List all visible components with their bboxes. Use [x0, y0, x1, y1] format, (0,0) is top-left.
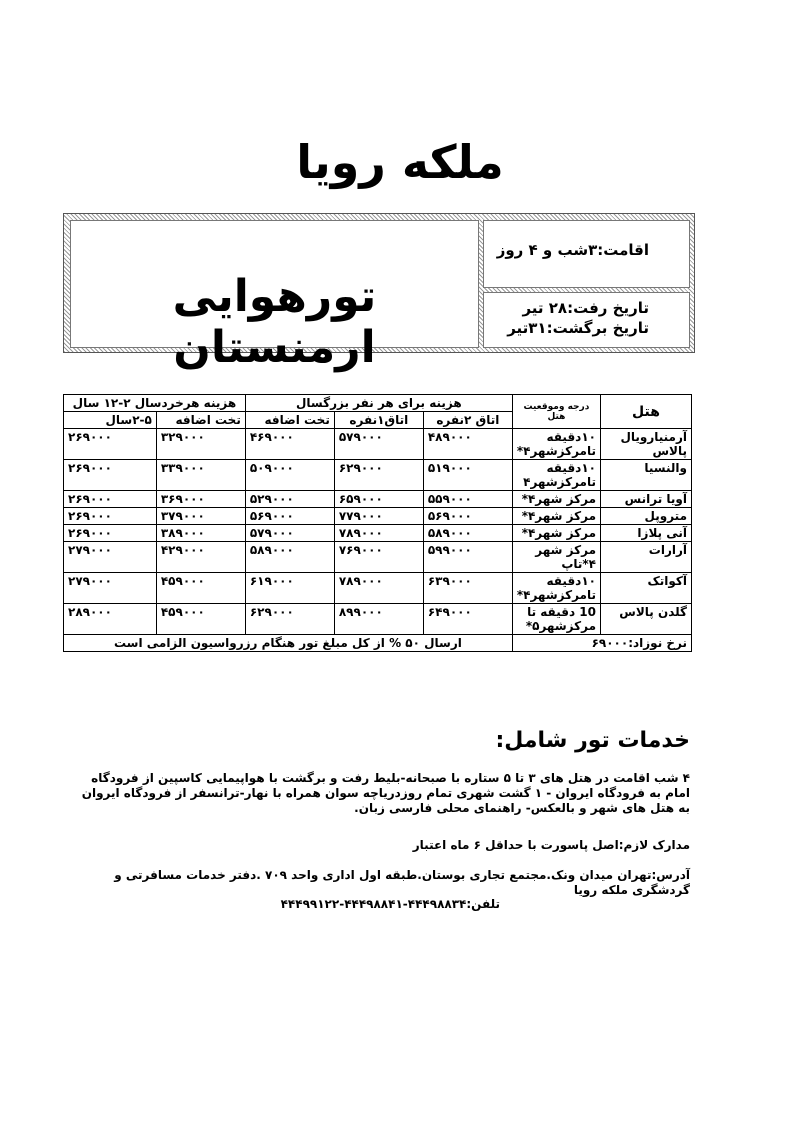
company-name: ملکه رویا: [296, 135, 504, 189]
single-room-price: ۸۹۹۰۰۰: [334, 604, 423, 635]
table-row: [64, 525, 692, 542]
child-2-5-price: ۲۶۹۰۰۰: [64, 525, 157, 542]
table-row: [64, 604, 692, 635]
child-extra-bed-price: ۴۲۹۰۰۰: [156, 542, 245, 573]
hotel-name-cell: آکواتک: [601, 573, 692, 604]
single-room-header: اتاق۱نفره: [334, 412, 423, 429]
hotel-location-cell: ۱۰دقیقه تامرکزشهر۴*: [512, 573, 600, 604]
double-room-price: ۴۸۹۰۰۰: [423, 429, 512, 460]
child-extra-bed-price: ۳۸۹۰۰۰: [156, 525, 245, 542]
services-title: خدمات تور شامل:: [495, 728, 690, 753]
extra-bed-price: ۵۸۹۰۰۰: [245, 542, 334, 573]
extra-bed-price: ۵۷۹۰۰۰: [245, 525, 334, 542]
double-room-price: ۵۱۹۰۰۰: [423, 460, 512, 491]
table-row: [64, 460, 692, 491]
single-room-price: ۶۵۹۰۰۰: [334, 491, 423, 508]
extra-bed-price: ۵۰۹۰۰۰: [245, 460, 334, 491]
tour-title-panel: [70, 220, 479, 373]
double-room-price: ۵۹۹۰۰۰: [423, 542, 512, 573]
child-extra-bed-price: ۴۵۹۰۰۰: [156, 573, 245, 604]
stay-panel: [483, 220, 690, 288]
hotel-name-cell: آرمنیارویال پالاس: [601, 429, 692, 460]
hotel-location-cell: ۱۰دقیقه تامرکزشهر۴: [512, 460, 600, 491]
child-extra-bed-price: ۳۳۹۰۰۰: [156, 460, 245, 491]
table-footer-row: [64, 635, 692, 652]
services-description: ۴ شب اقامت در هتل های ۳ تا ۵ ستاره با صبحانه-بلیط رفت و برگشت با هواپیمایی کاسپین از فرودگاه امام به فرودگاه ایروان - ۱ گشت شهری تمام روزدریاچه سوان همراه با نهار-ترانسفر از فرودگاه ایروان به هتل های شهر و بالعکس- راهنمای محلی فارسی زبان.: [81, 771, 690, 815]
double-room-header: اتاق ۲نفره: [423, 412, 512, 429]
extra-bed-price: ۶۱۹۰۰۰: [245, 573, 334, 604]
extra-bed-price: ۴۶۹۰۰۰: [245, 429, 334, 460]
double-room-price: ۵۸۹۰۰۰: [423, 525, 512, 542]
single-room-price: ۵۷۹۰۰۰: [334, 429, 423, 460]
child-2-5-price: ۲۶۹۰۰۰: [64, 429, 157, 460]
table-row: [64, 573, 692, 604]
table-row: [64, 429, 692, 460]
child-2-5-header: ۲-۵سال: [64, 412, 157, 429]
hotel-name-cell: آویا ترانس: [601, 491, 692, 508]
required-documents: مدارک لازم:اصل پاسورت با حداقل ۶ ماه اعتبار: [412, 838, 690, 852]
departure-date: تاریخ رفت:۲۸ تیر: [522, 299, 649, 317]
double-room-price: ۶۴۹۰۰۰: [423, 604, 512, 635]
table-row: [64, 508, 692, 525]
child-2-5-price: ۲۶۹۰۰۰: [64, 460, 157, 491]
price-table: [63, 394, 692, 652]
hotel-name-cell: آنی پلازا: [601, 525, 692, 542]
office-address: آدرس:تهران میدان ونک.مجتمع تجاری بوستان.طبقه اول اداری واحد ۷۰۹ .دفتر خدمات مسافرتی و گردشگری ملکه رویا: [114, 868, 690, 897]
table-body: [64, 429, 692, 635]
deposit-note: ارسال ۵۰ % از کل مبلغ تور هنگام رزرواسیون الزامی است: [64, 635, 513, 652]
tour-title: تورهوایی ارمنستان: [172, 271, 377, 373]
child-extra-bed-header: تخت اضافه: [156, 412, 245, 429]
hotel-name-cell: متروپل: [601, 508, 692, 525]
hotel-location-cell: مرکز شهر۴*: [512, 508, 600, 525]
child-extra-bed-price: ۳۷۹۰۰۰: [156, 508, 245, 525]
hotel-location-cell: 10 دقیقه تا مرکزشهر۵*: [512, 604, 600, 635]
child-2-5-price: ۲۷۹۰۰۰: [64, 573, 157, 604]
table-header-row: [64, 395, 692, 412]
hotel-location-cell: مرکز شهر۴*: [512, 491, 600, 508]
office-phone: تلفن:۴۴۴۹۸۸۳۴-۴۴۴۹۸۸۴۱-۴۴۴۹۹۱۲۲: [280, 897, 500, 911]
single-room-price: ۷۸۹۰۰۰: [334, 573, 423, 604]
double-room-price: ۵۵۹۰۰۰: [423, 491, 512, 508]
child-2-5-price: ۲۶۹۰۰۰: [64, 508, 157, 525]
hotel-name-cell: گلدن پالاس: [601, 604, 692, 635]
extra-bed-price: ۵۶۹۰۰۰: [245, 508, 334, 525]
table-row: [64, 491, 692, 508]
return-date: تاریخ برگشت:۳۱تیر: [507, 319, 649, 337]
child-2-5-price: ۲۷۹۰۰۰: [64, 542, 157, 573]
hotel-name-cell: آرارات: [601, 542, 692, 573]
hotel-location-cell: مرکز شهر ۴*تاپ: [512, 542, 600, 573]
child-extra-bed-price: ۳۲۹۰۰۰: [156, 429, 245, 460]
child-extra-bed-price: ۴۵۹۰۰۰: [156, 604, 245, 635]
location-header: درجه وموقعیت هتل: [512, 395, 600, 429]
hotel-location-cell: مرکز شهر۴*: [512, 525, 600, 542]
hotel-header: هتل: [601, 395, 692, 429]
child-2-5-price: ۲۸۹۰۰۰: [64, 604, 157, 635]
single-room-price: ۷۶۹۰۰۰: [334, 542, 423, 573]
single-room-price: ۷۸۹۰۰۰: [334, 525, 423, 542]
extra-bed-price: ۵۲۹۰۰۰: [245, 491, 334, 508]
double-room-price: ۵۶۹۰۰۰: [423, 508, 512, 525]
dates-panel: [483, 292, 690, 348]
child-cost-header: هزینه هرخردسال ۲-۱۲ سال: [64, 395, 246, 412]
tour-header-box: [63, 213, 695, 373]
hotel-location-cell: ۱۰دقیقه تامرکزشهر۴*: [512, 429, 600, 460]
extra-bed-header: تخت اضافه: [245, 412, 334, 429]
single-room-price: ۶۲۹۰۰۰: [334, 460, 423, 491]
child-2-5-price: ۲۶۹۰۰۰: [64, 491, 157, 508]
extra-bed-price: ۶۲۹۰۰۰: [245, 604, 334, 635]
child-extra-bed-price: ۳۶۹۰۰۰: [156, 491, 245, 508]
table-row: [64, 542, 692, 573]
hotel-name-cell: والنسیا: [601, 460, 692, 491]
infant-rate: نرخ نوزاد:۶۹۰۰۰: [512, 635, 691, 652]
double-room-price: ۶۳۹۰۰۰: [423, 573, 512, 604]
single-room-price: ۷۷۹۰۰۰: [334, 508, 423, 525]
adult-cost-header: هزینه برای هر نفر بزرگسال: [245, 395, 512, 412]
stay-duration: اقامت:۳شب و ۴ روز: [496, 241, 649, 259]
